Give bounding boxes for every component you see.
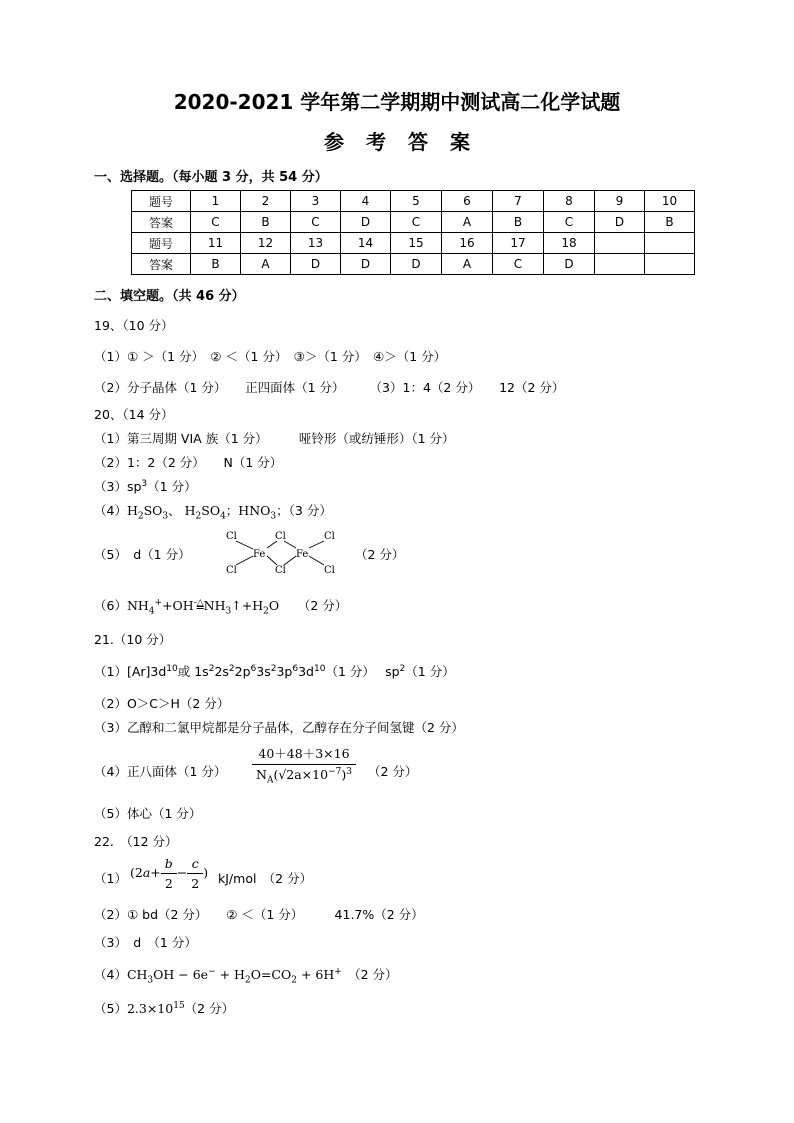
- table-cell: 3: [291, 191, 341, 212]
- bond-line: [284, 541, 296, 548]
- table-cell: 16: [442, 233, 493, 254]
- fe-atom-label: Fe: [296, 549, 309, 560]
- q22-line5: [94, 999, 234, 1017]
- q21-heading: 21.（10 分）: [94, 632, 172, 647]
- table-cell: B: [645, 212, 695, 233]
- table-cell: 17: [493, 233, 544, 254]
- cl-atom-label: Cl: [324, 531, 335, 542]
- q21-line4-score: （2 分）: [368, 764, 418, 779]
- page-subtitle: 参考答案: [324, 130, 492, 154]
- q20-line3-sup: 3: [141, 478, 148, 489]
- table-cell: B: [191, 254, 241, 275]
- table-cell: 6: [442, 191, 493, 212]
- q20-heading: 20、（14 分）: [94, 407, 174, 422]
- q21-line1-score2: （1 分）: [405, 664, 455, 679]
- table-cell: 9: [595, 191, 645, 212]
- q20-line4: [94, 501, 332, 522]
- table-cell: D: [341, 212, 391, 233]
- q20-line3: [94, 477, 197, 495]
- q22-line4-label: （4）: [94, 967, 127, 982]
- answer-table: [131, 190, 695, 275]
- cl-atom-label: Cl: [226, 531, 237, 542]
- q22-heading: 22. （12 分）: [94, 834, 178, 849]
- bond-line: [236, 556, 253, 565]
- bond-line: [284, 556, 296, 565]
- cl-atom-label: Cl: [275, 531, 286, 542]
- table-row: [132, 191, 695, 212]
- table-cell: [645, 233, 695, 254]
- table-row: [132, 254, 695, 275]
- q20-line6: [94, 596, 347, 617]
- q21-line5: （5）体心（1 分）: [94, 806, 202, 821]
- page-title: 2020-2021 学年第二学期期中测试高二化学试题: [173, 90, 621, 114]
- electron-configuration: $^22s^22p^63s^23p^63d^{10}$: [208, 663, 326, 679]
- table-cell: D: [391, 254, 442, 275]
- q21-line4-text: （4）正八面体（1 分）: [94, 764, 227, 779]
- table-cell: C: [391, 212, 442, 233]
- fe2cl6-structure-diagram: [220, 527, 345, 577]
- table-cell: [645, 254, 695, 275]
- table-cell: 题号: [132, 233, 191, 254]
- table-cell: A: [442, 212, 493, 233]
- table-cell: B: [241, 212, 291, 233]
- table-cell: 13: [291, 233, 341, 254]
- table-cell: [595, 233, 645, 254]
- q20-line4-score: （3 分）: [288, 503, 332, 518]
- bond-line: [267, 556, 277, 565]
- table-cell: C: [544, 212, 595, 233]
- q22-line3: （3） d （1 分）: [94, 935, 197, 950]
- q20-line4-label: （4）: [94, 503, 127, 518]
- q19-line1: （1）① ＞（1 分） ② ＜（1 分） ③＞（1 分） ④＞（1 分）: [94, 349, 447, 364]
- table-cell: 18: [544, 233, 595, 254]
- q20-line5-text: （5） d（1 分）: [94, 547, 191, 562]
- cl-atom-label: Cl: [275, 565, 286, 576]
- q21-line1-or: 或 1s: [177, 664, 209, 679]
- bond-line: [309, 556, 324, 565]
- q22-line1-score: kJ/mol （2 分）: [218, 871, 313, 886]
- q21-line1-sup: 10: [166, 663, 178, 674]
- table-cell: A: [241, 254, 291, 275]
- q19-heading: 19、（10 分）: [94, 318, 174, 333]
- q21-line1: [94, 662, 455, 680]
- q22-line5-label: （5）: [94, 1001, 127, 1016]
- q20-line6-score: （2 分）: [304, 598, 348, 613]
- table-cell: 15: [391, 233, 442, 254]
- enthalpy-expression: (2a+ $\frac{b}{2}$ − $\frac{c}{2}$ ): [130, 856, 209, 891]
- q21-line1-score: （1 分） sp: [325, 664, 400, 679]
- q20-line3-text: （3）sp: [94, 479, 142, 494]
- electrode-equation: $CH_3OH - 6e^- + H_2O=CO_2 + 6H^+$: [126, 966, 342, 986]
- constant-value: $2.3\times 10^{15}$: [126, 1000, 185, 1016]
- table-cell: 12: [241, 233, 291, 254]
- acid-formulas: $H_2SO_3$、 $H_2SO_4$；$HNO_3$；: [126, 503, 289, 522]
- q21-line2: （2）O＞C＞H（2 分）: [94, 696, 230, 711]
- table-cell: 10: [645, 191, 695, 212]
- q20-line6-label: （6）: [94, 598, 127, 613]
- table-cell: 7: [493, 191, 544, 212]
- q20-line1: （1）第三周期 VIA 族（1 分） 哑铃形（或纺锤形）（1 分）: [94, 431, 455, 446]
- table-cell: C: [191, 212, 241, 233]
- q20-line2: （2）1：2（2 分） N（1 分）: [94, 455, 283, 470]
- table-cell: 1: [191, 191, 241, 212]
- q20-line3-score: （1 分）: [147, 479, 197, 494]
- q21-line1-sup2: 2: [399, 663, 406, 674]
- table-cell: A: [442, 254, 493, 275]
- q19-line2: （2）分子晶体（1 分） 正四面体（1 分） （3）1：4（2 分） 12（2 分）: [94, 380, 565, 395]
- table-cell: 5: [391, 191, 442, 212]
- q21-line1-text: （1）[Ar]3d: [94, 664, 167, 679]
- table-cell: 答案: [132, 254, 191, 275]
- section2-heading: 二、填空题。（共 46 分）: [94, 289, 245, 304]
- q21-line3: （3）乙醇和二氯甲烷都是分子晶体，乙醇存在分子间氢键（2 分）: [94, 720, 464, 735]
- table-cell: 答案: [132, 212, 191, 233]
- table-row: [132, 212, 695, 233]
- table-cell: 11: [191, 233, 241, 254]
- q20-line5-score: （2 分）: [355, 547, 405, 562]
- q22-line4-score: （2 分）: [354, 967, 398, 982]
- table-cell: C: [493, 254, 544, 275]
- table-cell: B: [493, 212, 544, 233]
- table-cell: 2: [241, 191, 291, 212]
- cl-atom-label: Cl: [226, 565, 237, 576]
- table-cell: 4: [341, 191, 391, 212]
- table-cell: 14: [341, 233, 391, 254]
- bond-line: [267, 541, 277, 548]
- cl-atom-label: Cl: [324, 565, 335, 576]
- table-cell: D: [544, 254, 595, 275]
- fe-atom-label: Fe: [253, 549, 266, 560]
- q22-line1-label: （1）: [94, 871, 127, 886]
- q22-line4: [94, 965, 398, 986]
- table-row: [132, 233, 695, 254]
- formula-denominator: $N_A(√2a\times 10^{-7})^3$: [256, 767, 352, 786]
- bond-line: [309, 541, 324, 548]
- q22-line5-score: （2 分）: [184, 1001, 235, 1016]
- table-cell: D: [595, 212, 645, 233]
- table-cell: D: [341, 254, 391, 275]
- section1-heading: 一、选择题。（每小题 3 分，共 54 分）: [94, 170, 328, 185]
- table-cell: [595, 254, 645, 275]
- density-formula: [252, 744, 356, 786]
- formula-numerator: 40＋48＋3×16: [252, 744, 356, 765]
- table-cell: D: [291, 254, 341, 275]
- table-cell: 8: [544, 191, 595, 212]
- table-cell: 题号: [132, 191, 191, 212]
- table-cell: C: [291, 212, 341, 233]
- q22-line2: （2）① bd（2 分） ② ＜（1 分） 41.7%（2 分）: [94, 907, 424, 922]
- bond-line: [236, 541, 253, 549]
- ammonium-equation: $NH_4^++OH^-\triangle NH_3↑+H_2O$: [126, 597, 280, 617]
